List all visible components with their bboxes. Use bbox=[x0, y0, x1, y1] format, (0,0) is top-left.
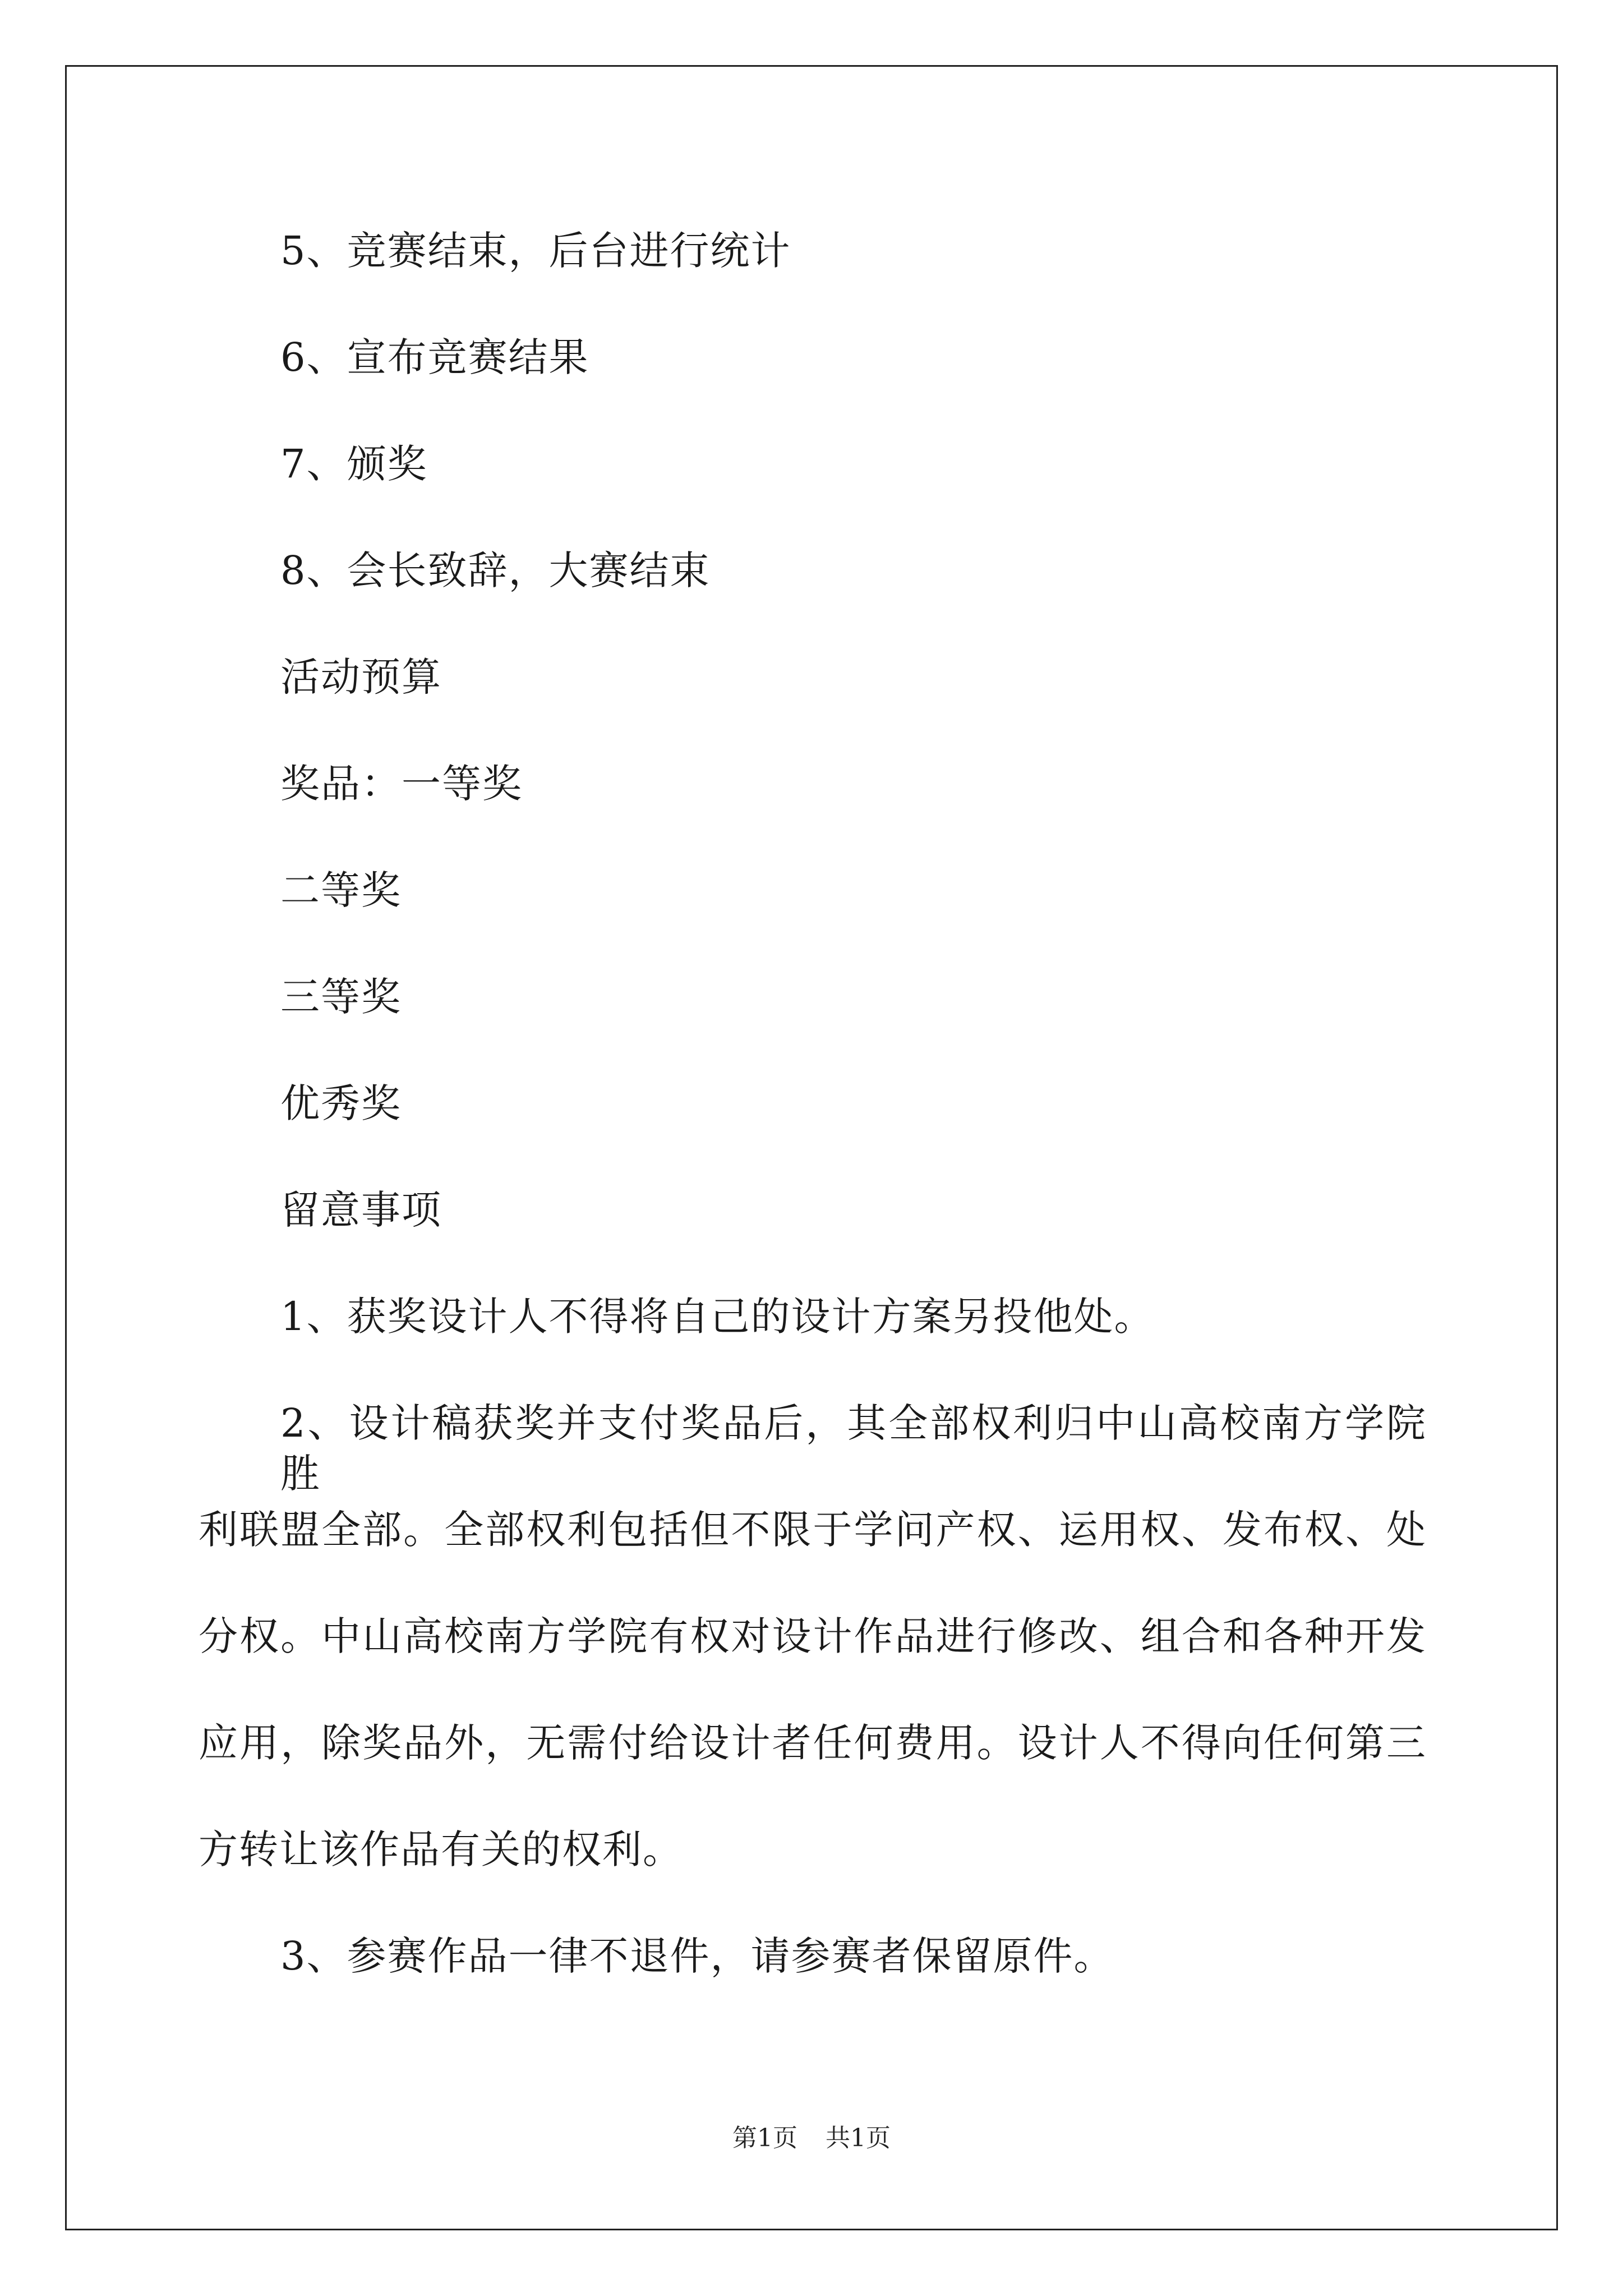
notice-item: 3、参赛作品一律不退件，请参赛者保留原件。 bbox=[280, 1933, 1114, 1979]
notice-item-continuation: 应用，除奖品外，无需付给设计者任何费用。设计人不得向任何第三 bbox=[199, 1720, 1427, 1766]
page-number-current: 第1页 bbox=[732, 2124, 797, 2152]
notice-item-continuation: 方转让该作品有关的权利。 bbox=[199, 1826, 683, 1872]
notice-item-continuation: 利联盟全部。全部权利包括但不限于学问产权、运用权、发布权、处 bbox=[199, 1507, 1427, 1553]
notice-item-continuation: 分权。中山高校南方学院有权对设计作品进行修改、组合和各种开发 bbox=[199, 1613, 1427, 1659]
page-number-total: 共1页 bbox=[826, 2124, 891, 2152]
notice-item: 1、获奖设计人不得将自己的设计方案另投他处。 bbox=[280, 1294, 1155, 1340]
notice-item: 2、设计稿获奖并支付奖品后，其全部权利归中山高校南方学院胜 bbox=[280, 1400, 1427, 1497]
list-item: 6、宣布竞赛结果 bbox=[280, 334, 589, 380]
prize-item: 三等奖 bbox=[280, 974, 402, 1020]
section-heading: 活动预算 bbox=[280, 654, 442, 700]
section-heading: 留意事项 bbox=[280, 1187, 442, 1233]
list-item: 5、竞赛结束，后台进行统计 bbox=[280, 228, 791, 274]
list-item: 8、会长致辞，大赛结束 bbox=[280, 547, 711, 593]
list-item: 7、颁奖 bbox=[280, 441, 428, 487]
prize-item: 奖品：一等奖 bbox=[280, 761, 523, 807]
page-footer bbox=[0, 2123, 1623, 2154]
prize-item: 二等奖 bbox=[280, 867, 402, 913]
prize-item: 优秀奖 bbox=[280, 1080, 402, 1126]
